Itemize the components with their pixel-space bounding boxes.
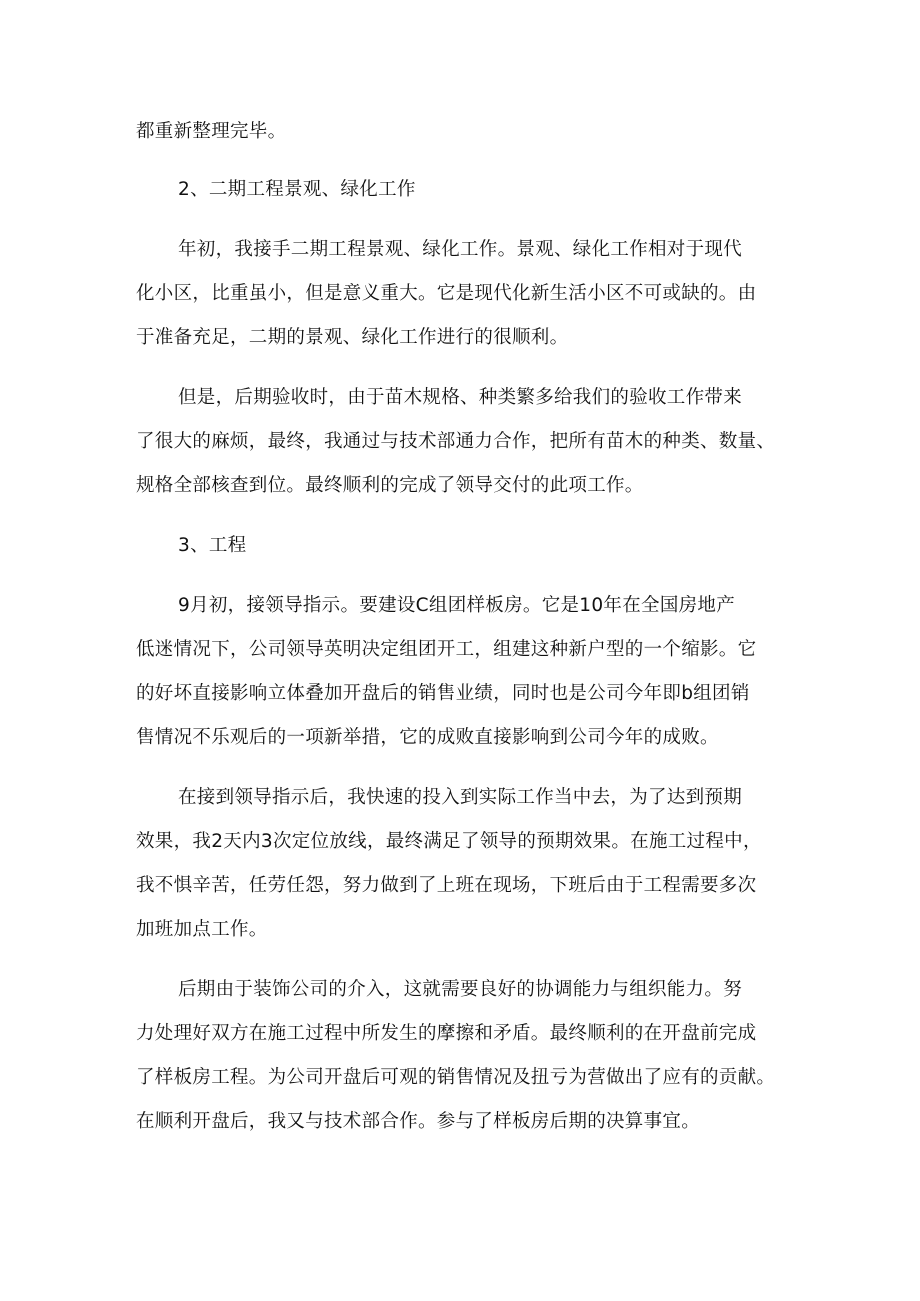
paragraph-line: 我不惧辛苦，任劳任怨，努力做到了上班在现场，下班后由于工程需要多次: [136, 875, 757, 896]
section-heading-engineering: 3、工程: [178, 535, 247, 556]
paragraph-line: 了很大的麻烦，最终，我通过与技术部通力合作，把所有苗木的种类、数量、: [136, 431, 776, 452]
paragraph-line: 在顺利开盘后，我又与技术部合作。参与了样板房后期的决算事宜。: [136, 1111, 701, 1132]
paragraph-line: 低迷情况下，公司领导英明决定组团开工，组建这种新户型的一个缩影。它: [136, 639, 757, 660]
paragraph-line: 规格全部核查到位。最终顺利的完成了领导交付的此项工作。: [136, 475, 644, 496]
paragraph-line: 力处理好双方在施工过程中所发生的摩擦和矛盾。最终顺利的在开盘前完成: [136, 1023, 757, 1044]
paragraph-line: 年初，我接手二期工程景观、绿化工作。景观、绿化工作相对于现代: [178, 239, 743, 260]
paragraph-line: 了样板房工程。为公司开盘后可观的销售情况及扭亏为营做出了应有的贡献。: [136, 1067, 776, 1088]
paragraph-line: 售情况不乐观后的一项新举措，它的成败直接影响到公司今年的成败。: [136, 727, 719, 748]
section-heading-landscape: 2、二期工程景观、绿化工作: [178, 179, 416, 200]
paragraph-line: 后期由于装饰公司的介入，这就需要良好的协调能力与组织能力。努: [178, 979, 743, 1000]
paragraph-line: 9月初，接领导指示。要建设C组团样板房。它是10年在全国房地产: [178, 595, 736, 616]
paragraph-continuation-line: 都重新整理完毕。: [136, 121, 287, 142]
paragraph-line: 加班加点工作。: [136, 919, 268, 940]
paragraph-line: 化小区，比重虽小，但是意义重大。它是现代化新生活小区不可或缺的。由: [136, 283, 757, 304]
paragraph-line: 但是，后期验收时，由于苗木规格、种类繁多给我们的验收工作带来: [178, 387, 743, 408]
paragraph-line: 效果，我2天内3次定位放线，最终满足了领导的预期效果。在施工过程中，: [136, 831, 762, 852]
paragraph-line: 于准备充足，二期的景观、绿化工作进行的很顺利。: [136, 327, 569, 348]
paragraph-line: 在接到领导指示后，我快速的投入到实际工作当中去，为了达到预期: [178, 787, 743, 808]
paragraph-line: 的好坏直接影响立体叠加开盘后的销售业绩，同时也是公司今年即b组团销: [136, 683, 750, 704]
